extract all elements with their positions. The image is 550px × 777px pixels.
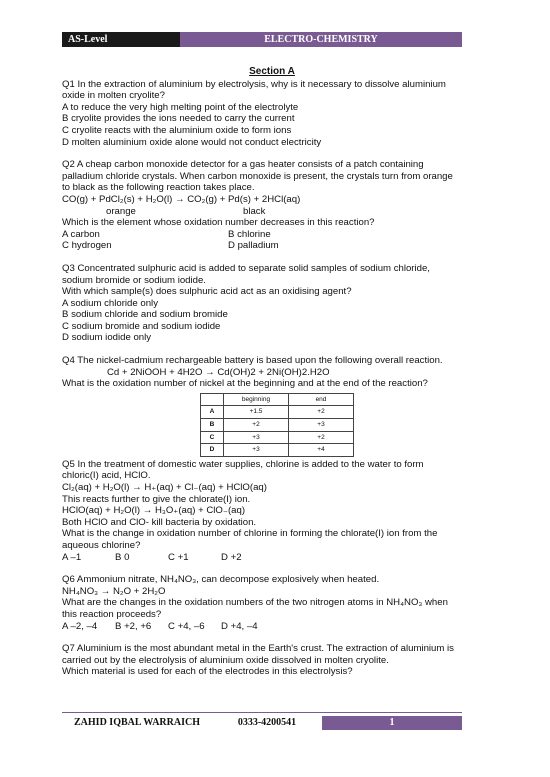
question-text: Which is the element whose oxidation number decreases in this reaction?: [62, 217, 375, 229]
question-3: [62, 263, 482, 344]
option-c: C cryolite reacts with the aluminium oxide to form ions: [62, 124, 292, 136]
question-text: Q1 In the extraction of aluminium by electrolysis, why is it necessary to dissolve aluminium: [62, 78, 446, 90]
question-text: Q5 In the treatment of domestic water supplies, chlorine is added to the water to form: [62, 458, 424, 470]
colour-labels: [62, 206, 482, 218]
question-text: This reacts further to give the chlorate(I) ion.: [62, 493, 251, 505]
question-text: Q7 Aluminium is the most abundant metal in the Earth's crust. The extraction of aluminium is: [62, 643, 454, 655]
question-text: carried out by the electrolysis of aluminium oxide dissolved in molten cryolite.: [62, 654, 389, 666]
option-d: D sodium iodide only: [62, 332, 152, 344]
option-a: A –1: [62, 551, 82, 563]
option-d: D molten aluminium oxide alone would not conduct electricity: [62, 136, 322, 148]
question-text: With which sample(s) does sulphuric acid act as an oxidising agent?: [62, 286, 352, 298]
question-1: [62, 79, 482, 149]
option-c: C +1: [168, 551, 189, 563]
page-header: [62, 32, 462, 47]
option-c: C sodium bromide and sodium iodide: [62, 320, 221, 332]
footer-divider: [62, 712, 462, 713]
equation: HClO(aq) + H₂O(l) → H₃O₊(aq) + ClO₋(aq): [62, 505, 246, 517]
option-d: D +4, –4: [221, 620, 258, 632]
equation: CO(g) + PdCl₂(s) + H₂O(l) → CO₂(g) + Pd(s) + 2HCl(aq): [62, 193, 301, 205]
equation: NH₄NO₃ → N₂O + 2H₂O: [62, 585, 166, 597]
cell: +1.5: [224, 406, 289, 419]
options-row: [62, 552, 482, 564]
table-row: [201, 406, 354, 419]
question-text: Q3 Concentrated sulphuric acid is added to separate solid samples of sodium chloride,: [62, 262, 430, 274]
table-row: [201, 444, 354, 457]
level-label: AS-Level: [62, 32, 180, 47]
cell: +3: [224, 431, 289, 444]
question-text: What are the changes in the oxidation numbers of the two nitrogen atoms in NH₄NO₃ when: [62, 597, 448, 609]
question-text: Q4 The nickel-cadmium rechargeable battery is based upon the following overall reaction.: [62, 355, 443, 367]
author-name: ZAHID IQBAL WARRAICH: [74, 717, 200, 728]
question-text: aqueous chlorine?: [62, 539, 141, 551]
equation: Cd + 2NiOOH + 4H2O → Cd(OH)2 + 2Ni(OH)2.H2O: [107, 366, 330, 378]
option-a: A sodium chloride only: [62, 297, 158, 309]
question-text: What is the change in oxidation number of chlorine in forming the chlorate(I) ion from the: [62, 528, 438, 540]
option-a: A to reduce the very high melting point of the electrolyte: [62, 101, 299, 113]
cell: +2: [224, 419, 289, 432]
row-key: C: [201, 431, 224, 444]
question-text: to black as the following reaction takes place.: [62, 182, 255, 194]
question-text: oxide in molten cryolite?: [62, 90, 165, 102]
black-label: black: [243, 205, 266, 217]
question-text: Q2 A cheap carbon monoxide detector for a gas heater consists of a patch containing: [62, 159, 424, 171]
row-key: D: [201, 444, 224, 457]
cell: +3: [224, 444, 289, 457]
cell: +2: [289, 431, 354, 444]
question-text: Both HClO and ClO- kill bacteria by oxidation.: [62, 516, 257, 528]
row-key: A: [201, 406, 224, 419]
option-b: B chlorine: [228, 228, 271, 240]
page-number: 1: [322, 716, 462, 730]
option-a: A –2, –4: [62, 620, 98, 632]
table-row: [201, 431, 354, 444]
question-4: [62, 355, 482, 457]
equation: Cl₂(aq) + H₂O(l) → H₊(aq) + Cl₋(aq) + HClO(aq): [62, 482, 267, 493]
table-row: [201, 419, 354, 432]
option-b: B sodium chloride and sodium bromide: [62, 309, 228, 321]
option-d: D palladium: [228, 240, 279, 252]
row-key: B: [201, 419, 224, 432]
oxidation-table: [200, 393, 354, 457]
question-7: [62, 643, 482, 678]
option-c: C +4, –6: [168, 620, 205, 632]
options-row: [62, 240, 482, 252]
options-row: [62, 229, 482, 241]
document-body: [62, 66, 482, 689]
column-header: end: [289, 393, 354, 406]
cell: +3: [289, 419, 354, 432]
page-footer: [62, 716, 462, 730]
option-d: D +2: [221, 551, 242, 563]
question-text: sodium bromide or sodium iodide.: [62, 274, 206, 286]
question-text: What is the oxidation number of nickel at the beginning and at the end of the reaction?: [62, 378, 428, 390]
table-corner: [201, 393, 224, 406]
option-c: C hydrogen: [62, 240, 112, 252]
question-text: Q6 Ammonium nitrate, NH₄NO₃, can decompose explosively when heated.: [62, 574, 380, 586]
option-b: B cryolite provides the ions needed to carry the current: [62, 113, 295, 125]
option-b: B +2, +6: [115, 620, 152, 632]
question-text: Which material is used for each of the electrodes in this electrolysis?: [62, 666, 353, 678]
question-2: [62, 159, 482, 252]
table-header-row: [201, 393, 354, 406]
topic-label: ELECTRO-CHEMISTRY: [180, 32, 462, 47]
question-text: palladium chloride crystals. When carbon monoxide is present, the crystals turn from orange: [62, 170, 453, 182]
question-text: this reaction proceeds?: [62, 608, 162, 620]
section-title: Section A: [249, 66, 295, 77]
author-phone: 0333-4200541: [237, 717, 297, 728]
question-6: [62, 574, 482, 632]
option-a: A carbon: [62, 228, 100, 240]
cell: +4: [289, 444, 354, 457]
question-text: chloric(I) acid, HClO.: [62, 470, 151, 482]
orange-label: orange: [106, 205, 136, 217]
option-b: B 0: [115, 551, 130, 563]
options-row: [62, 621, 482, 633]
cell: +2: [289, 406, 354, 419]
question-5: [62, 459, 482, 563]
column-header: beginning: [224, 393, 289, 406]
